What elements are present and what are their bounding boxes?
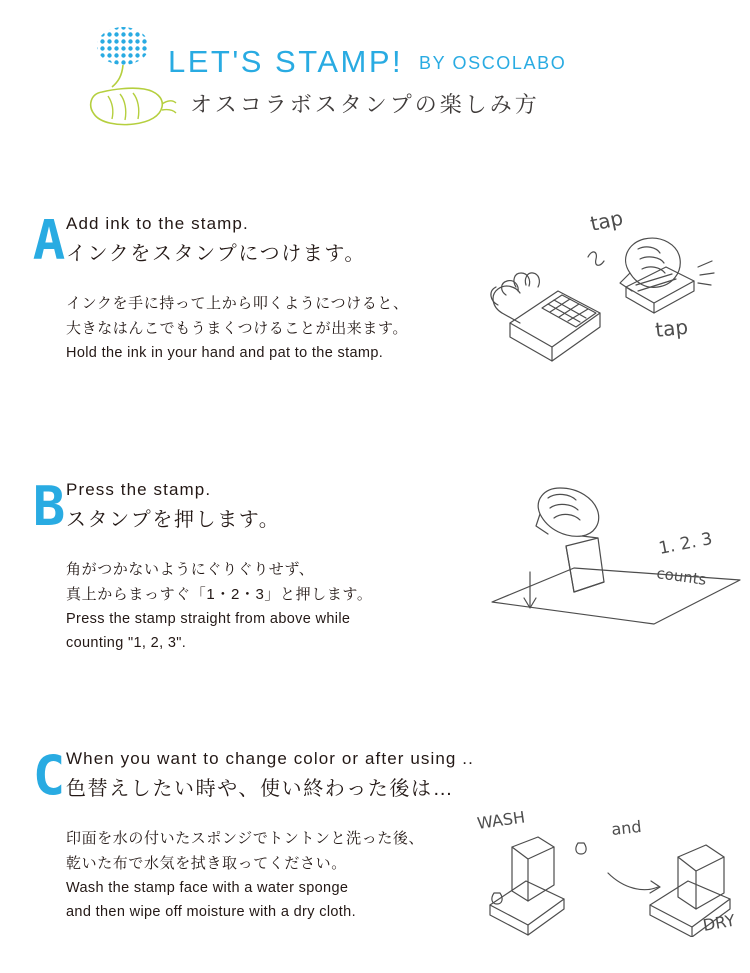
page-subtitle: オスコラボスタンプの楽しみ方 bbox=[190, 92, 540, 117]
step-b-detail-en-line-1: Press the stamp straight from above while bbox=[66, 611, 351, 627]
step-c-body bbox=[66, 747, 496, 924]
illustration-label-tap-2: tap bbox=[654, 314, 690, 342]
step-c-detail bbox=[66, 826, 496, 924]
step-b-heading-jp: スタンプを押します。 bbox=[66, 509, 281, 531]
step-a-detail bbox=[66, 291, 496, 365]
step-c-detail-en-line-1: Wash the stamp face with a water sponge bbox=[66, 880, 349, 896]
page-title-byline: BY OSCOLABO bbox=[419, 53, 567, 73]
step-a-heading-jp: インクをスタンプにつけます。 bbox=[66, 243, 366, 265]
step-a-heading-en: Add ink to the stamp. bbox=[66, 214, 249, 233]
step-b-detail bbox=[66, 557, 496, 655]
step-c-detail-jp-line-2: 乾いた布で水気を拭き取ってください。 bbox=[66, 855, 347, 872]
step-c-heading-en: When you want to change color or after using .. bbox=[66, 749, 474, 768]
illustration-label-and: and bbox=[610, 816, 643, 839]
step-b-detail-jp-line-2: 真上からまっすぐ「1・2・3」と押します。 bbox=[66, 586, 373, 603]
step-b-detail-jp-line-1: 角がつかないようにぐりぐりせず、 bbox=[66, 561, 315, 578]
bird-logo-icon bbox=[78, 24, 178, 129]
step-c-letter: C bbox=[32, 744, 66, 807]
step-a-detail-jp-line-1: インクを手に持って上から叩くようにつけると、 bbox=[66, 295, 409, 312]
step-a-body bbox=[66, 212, 496, 365]
step-a-detail-en-line-1: Hold the ink in your hand and pat to the stamp. bbox=[66, 345, 384, 361]
step-b-body bbox=[66, 478, 496, 655]
step-a-letter: A bbox=[32, 209, 66, 272]
step-b-heading-en: Press the stamp. bbox=[66, 480, 212, 499]
illustration-label-wash: WASH bbox=[475, 807, 527, 833]
page-title: LET'S STAMP! bbox=[168, 44, 404, 79]
step-c-detail-jp-line-1: 印面を水の付いたスポンジでトントンと洗った後、 bbox=[66, 830, 425, 847]
step-c-heading-jp: 色替えしたい時や、使い終わった後は… bbox=[66, 778, 455, 800]
step-c-detail-en-line-2: and then wipe off moisture with a dry cloth. bbox=[66, 904, 356, 920]
hand-pressing-stamp-illustration bbox=[478, 472, 746, 652]
illustration-label-tap-1: tap bbox=[588, 205, 626, 236]
illustration-label-counts: counts bbox=[655, 564, 708, 589]
step-b-letter: B bbox=[32, 475, 66, 538]
page-header bbox=[0, 0, 750, 150]
step-b-detail-en-line-2: counting "1, 2, 3". bbox=[66, 635, 187, 651]
illustration-label-counting-numbers: 1. 2. 3 bbox=[657, 528, 715, 559]
illustration-label-dry: DRY bbox=[701, 910, 737, 935]
wash-and-dry-stamp-illustration bbox=[468, 807, 746, 937]
step-a-detail-jp-line-2: 大きなはんこでもうまくつけることが出来ます。 bbox=[66, 320, 409, 337]
hands-tapping-ink-illustration bbox=[480, 195, 740, 385]
